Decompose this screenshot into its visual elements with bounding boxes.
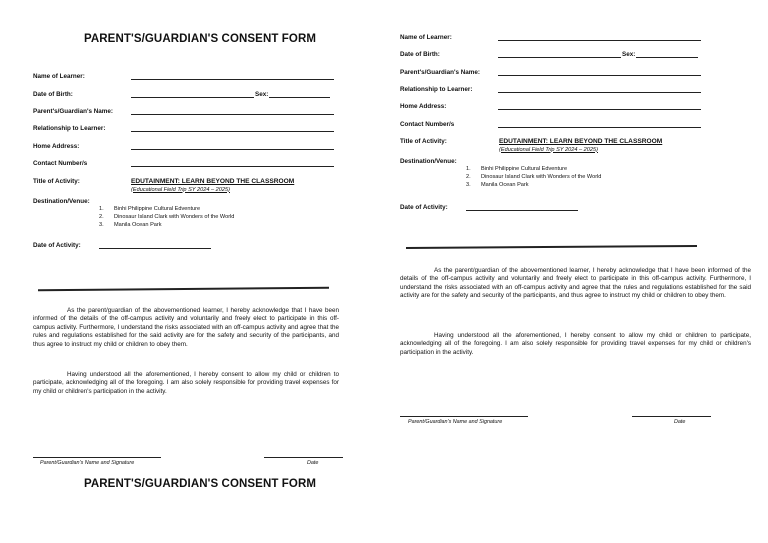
relationship-field[interactable] xyxy=(131,123,334,132)
form-title-repeat: PARENT'S/GUARDIAN'S CONSENT FORM xyxy=(83,478,317,490)
relationship-row xyxy=(400,84,740,96)
parent-name-label: Parent's/Guardian's Name: xyxy=(400,69,480,76)
signature-line[interactable] xyxy=(400,416,528,417)
sex-field[interactable] xyxy=(636,49,698,58)
consent-paragraph-1: As the parent/guardian of the abovementioned learner, I hereby acknowledge that I have been informed of the details of the off-campus activity and voluntarily and freely elect to participate in this off-campus activity. Furthermore, I understand the risks associated with an off-campus activity and agree that the rules and regulations established for the said activity are for the safety and security of the participants, and thus agree to instruct my child or children to obey them. xyxy=(400,267,751,300)
parent-name-field[interactable] xyxy=(498,67,701,76)
parent-name-row xyxy=(33,106,338,118)
date-label: Date xyxy=(307,460,319,466)
name-of-learner-label: Name of Learner: xyxy=(400,34,452,41)
venue-item: 2. Dinosaur Island Clark with Wonders of the World xyxy=(466,173,602,180)
home-address-field[interactable] xyxy=(498,101,701,110)
activity-subtitle: (Educational Field Trip SY 2024 – 2025) xyxy=(499,146,598,153)
consent-paragraph-2: Having understood all the aforementioned, I hereby consent to allow my child or children to participate, acknowledging all of the foregoing. I am also solely responsible for providing travel expenses for my child or children's participation in the activity. xyxy=(33,371,339,395)
activity-title: EDUTAINMENT: LEARN BEYOND THE CLASSROOM xyxy=(499,138,663,145)
relationship-row xyxy=(33,123,338,135)
name-of-learner-row xyxy=(33,71,338,83)
venue-item: 2. Dinosaur Island Clark with Wonders of the World xyxy=(99,213,235,220)
name-of-learner-row xyxy=(400,32,740,44)
separator-line xyxy=(38,287,329,291)
date-label: Date xyxy=(674,419,686,425)
home-address-row xyxy=(400,101,740,113)
venue-list xyxy=(466,166,601,189)
sex-label: Sex: xyxy=(622,51,636,58)
date-of-activity-row xyxy=(400,202,740,214)
relationship-label: Relationship to Learner: xyxy=(33,125,106,132)
contact-row xyxy=(400,119,740,131)
date-of-activity-label: Date of Activity: xyxy=(33,242,81,249)
date-signature-line[interactable] xyxy=(264,457,343,458)
title-of-activity-label: Title of Activity: xyxy=(400,138,447,145)
contact-label: Contact Number/s xyxy=(400,121,455,128)
venue-item: 3. Manila Ocean Park xyxy=(466,181,529,188)
date-of-birth-row xyxy=(33,89,338,101)
venue-list xyxy=(99,206,234,229)
separator-line xyxy=(406,245,697,249)
signature-line[interactable] xyxy=(33,457,161,458)
home-address-label: Home Address: xyxy=(400,103,447,110)
title-of-activity-label: Title of Activity: xyxy=(33,178,80,185)
sex-field[interactable] xyxy=(269,89,330,98)
home-address-field[interactable] xyxy=(131,141,334,150)
name-of-learner-label: Name of Learner: xyxy=(33,73,85,80)
date-of-birth-field[interactable] xyxy=(498,49,621,58)
activity-title: EDUTAINMENT: LEARN BEYOND THE CLASSROOM xyxy=(131,178,295,185)
parent-name-label: Parent's/Guardian's Name: xyxy=(33,108,113,115)
date-signature-line[interactable] xyxy=(632,416,711,417)
consent-paragraph-1: As the parent/guardian of the abovementioned learner, I hereby acknowledge that I have been informed of the details of the off-campus activity and voluntarily and freely elect to participate in this off-campus activity. Furthermore, I understand the risks associated with an off-campus activity and agree that the rules and regulations established for the said activity are for the safety and security of the participants, and thus agree to instruct my child or children to obey them. xyxy=(33,307,339,348)
contact-field[interactable] xyxy=(498,119,701,128)
home-address-label: Home Address: xyxy=(33,143,80,150)
contact-label: Contact Number/s xyxy=(33,160,88,167)
venue-item: 1. Binhi Philippine Cultural Edventure xyxy=(466,166,568,172)
date-of-activity-row xyxy=(33,240,338,252)
contact-row xyxy=(33,158,338,170)
date-of-birth-label: Date of Birth: xyxy=(33,91,73,98)
form-title: PARENT'S/GUARDIAN'S CONSENT FORM xyxy=(83,33,317,45)
date-of-activity-label: Date of Activity: xyxy=(400,204,448,211)
name-of-learner-field[interactable] xyxy=(498,32,701,41)
relationship-label: Relationship to Learner: xyxy=(400,86,473,93)
destination-label: Destination/Venue: xyxy=(400,158,457,165)
signature-label: Parent/Guardian's Name and Signature xyxy=(408,419,503,425)
signature-label: Parent/Guardian's Name and Signature xyxy=(40,460,135,466)
parent-name-field[interactable] xyxy=(131,106,334,115)
venue-item: 1. Binhi Philippine Cultural Edventure xyxy=(99,206,201,212)
home-address-row xyxy=(33,141,338,153)
contact-field[interactable] xyxy=(131,158,334,167)
destination-label: Destination/Venue: xyxy=(33,198,90,205)
venue-item: 3. Manila Ocean Park xyxy=(99,221,162,228)
relationship-field[interactable] xyxy=(498,84,701,93)
right-form-panel xyxy=(384,0,768,543)
date-of-birth-label: Date of Birth: xyxy=(400,51,440,58)
date-of-activity-field[interactable] xyxy=(99,240,211,249)
date-of-birth-row xyxy=(400,49,740,61)
parent-name-row xyxy=(400,67,740,79)
date-of-activity-field[interactable] xyxy=(466,202,578,211)
name-of-learner-field[interactable] xyxy=(131,71,334,80)
consent-paragraph-2: Having understood all the aforementioned, I hereby consent to allow my child or children to participate, acknowledging all of the foregoing. I am also solely responsible for providing travel expenses for my child or children's participation in the activity. xyxy=(400,332,751,356)
date-of-birth-field[interactable] xyxy=(131,89,254,98)
activity-subtitle: (Educational Field Trip SY 2024 – 2025) xyxy=(131,186,230,193)
sex-label: Sex: xyxy=(255,91,269,98)
